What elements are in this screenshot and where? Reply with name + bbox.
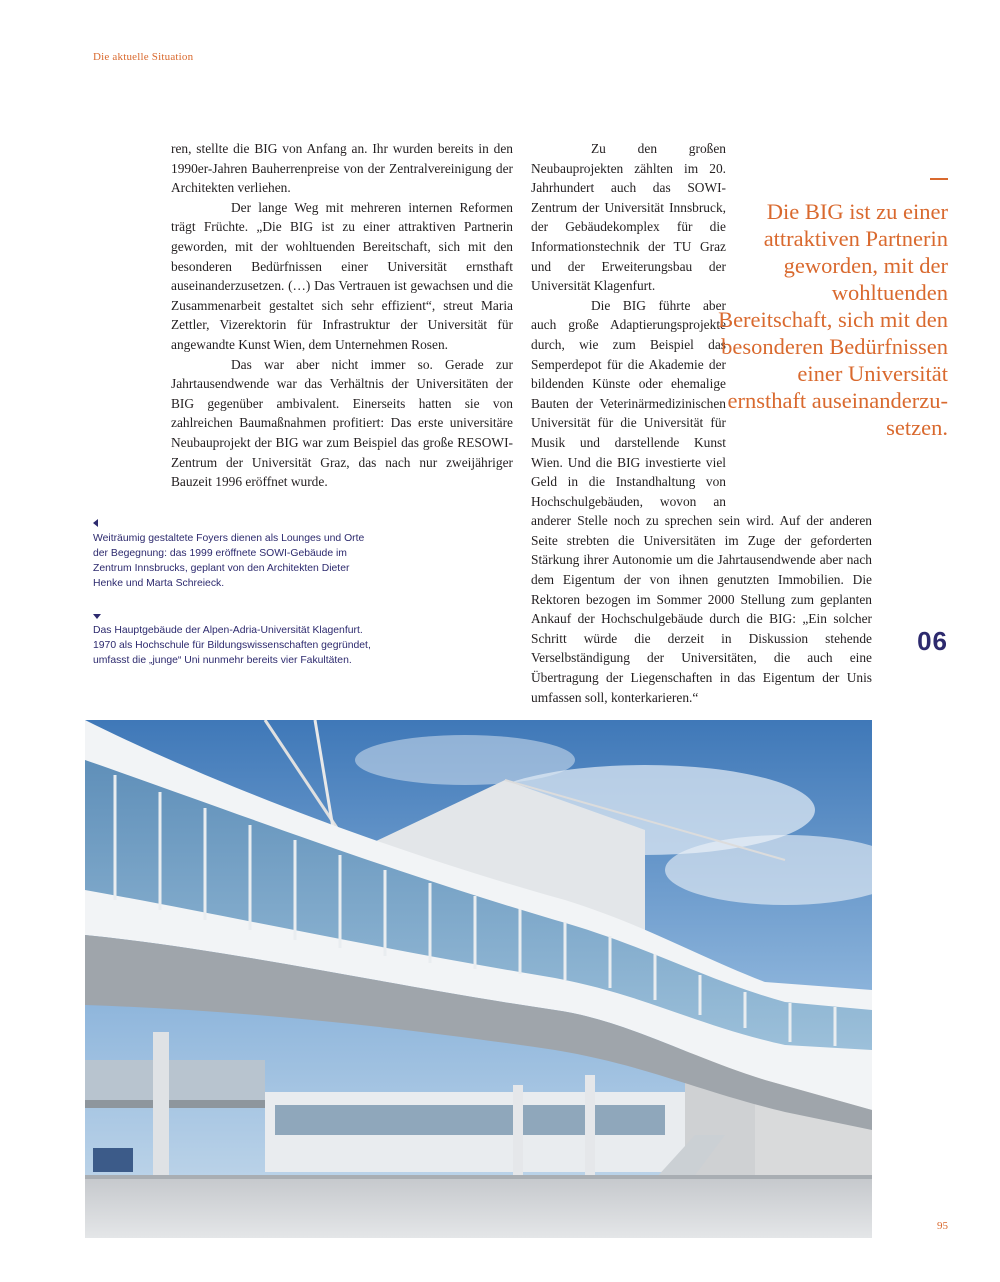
building-photo	[85, 720, 872, 1238]
caption-text: Das Hauptgebäude der Alpen-Adria-Universität Klagenfurt. 1970 als Hochschule für Bildungswissenschaften gegründet, umfasst die „junge“ Uni nunmehr bereits vier Fakultäten.	[93, 625, 371, 666]
arrow-down-icon	[93, 614, 101, 619]
page-number: 95	[937, 1220, 948, 1232]
paragraph: Der lange Weg mit mehreren internen Reformen trägt Früchte. „Die BIG ist zu einer attraktiven Partnerin geworden, mit der wohltuenden Bereitschaft, sich mit den besonderen Bedürfnissen einer Universität ernsthaft auseinanderzusetzen. (…) Das Vertrauen ist gewachsen und die Zusammenarbeit gestaltet sich sehr effizient“, streut Maria Zettler, Vizerektorin für Infrastruktur der Universität für angewandte Kunst Wien, dem Unternehmen Rosen.	[171, 199, 513, 352]
pull-quote-text: Die BIG ist zu einer attraktiven Partnerin geworden, mit der wohltuenden Bereitschaft, sich mit den besonderen Bedürfnissen einer Universität ernsthaft auseinanderzu-setzen.	[718, 199, 948, 440]
chapter-number: 06	[917, 626, 948, 656]
paragraph: ren, stellte die BIG von Anfang an. Ihr wurden bereits in den 1990er-Jahren Bauherrenpreise von der Zentralvereinigung der Architekten verliehen.	[171, 141, 513, 196]
caption-text: Weiträumig gestaltete Foyers dienen als Lounges und Orte der Begegnung: das 1999 eröffnete SOWI-Gebäude im Zentrum Innsbrucks, geplant von den Architekten Dieter Henke und Marta Schreieck.	[93, 533, 365, 589]
pull-quote	[718, 168, 948, 441]
section-header: Die aktuelle Situation	[93, 51, 194, 63]
paragraph: Die BIG führte aber auch große Adaptierungsprojekte durch, wie zum Beispiel das Semperdepot für die Akademie der bildenden Künste oder ehemalige Bauten der Veterinärmedizinischen Universität für die Universität für Musik und darstellende Kunst Wien. Und die BIG investierte viel Geld in die Instandhaltung von Hochschulgebäuden, wovon an anderer Stelle noch zu sprechen sein wird. Auf der anderen Seite strebten die Universitäten im Zuge der geforderten Stärkung ihrer Autonomie um die Jahrtausendwende aber nach dem Eigentum der von ihnen genutzten Immobilien. Die Rektoren bezogen im Sommer 2000 Stellung zum geplanten Ankauf der Hochschulgebäude durch die BIG: „Ein solcher Schritt würde die derzeit in Diskussion stehende Verselbständigung der Universitäten, die auch eine Übertragung der Liegenschaften in das Eigentum der Unis umfassen soll, konterkarieren.“	[531, 297, 872, 705]
text-column-left	[171, 139, 513, 492]
photo-caption-2	[93, 614, 378, 668]
quote-dash	[930, 178, 948, 180]
photo-caption-1	[93, 519, 378, 591]
arrow-left-icon	[93, 519, 98, 527]
paragraph: Zu den großen Neubauprojekten zählten im 20. Jahrhundert auch das SOWI-Zentrum der Universität Innsbruck, der Gebäudekomplex für die Informationstechnik der TU Graz und der Erweiterungsbau der Universität Klagenfurt.	[531, 141, 726, 294]
paragraph: Das war aber nicht immer so. Gerade zur Jahrtausendwende war das Verhältnis der Universitäten der BIG gegenüber ambivalent. Einerseits hatten sie von zahlreichen Baumaßnahmen profitiert: Das erste universitäre Neubauprojekt der BIG war zum Beispiel das große RESOWI-Zentrum der Universität Graz, das nach nur zweijähriger Bauzeit 1996 eröffnet wurde.	[171, 356, 513, 490]
